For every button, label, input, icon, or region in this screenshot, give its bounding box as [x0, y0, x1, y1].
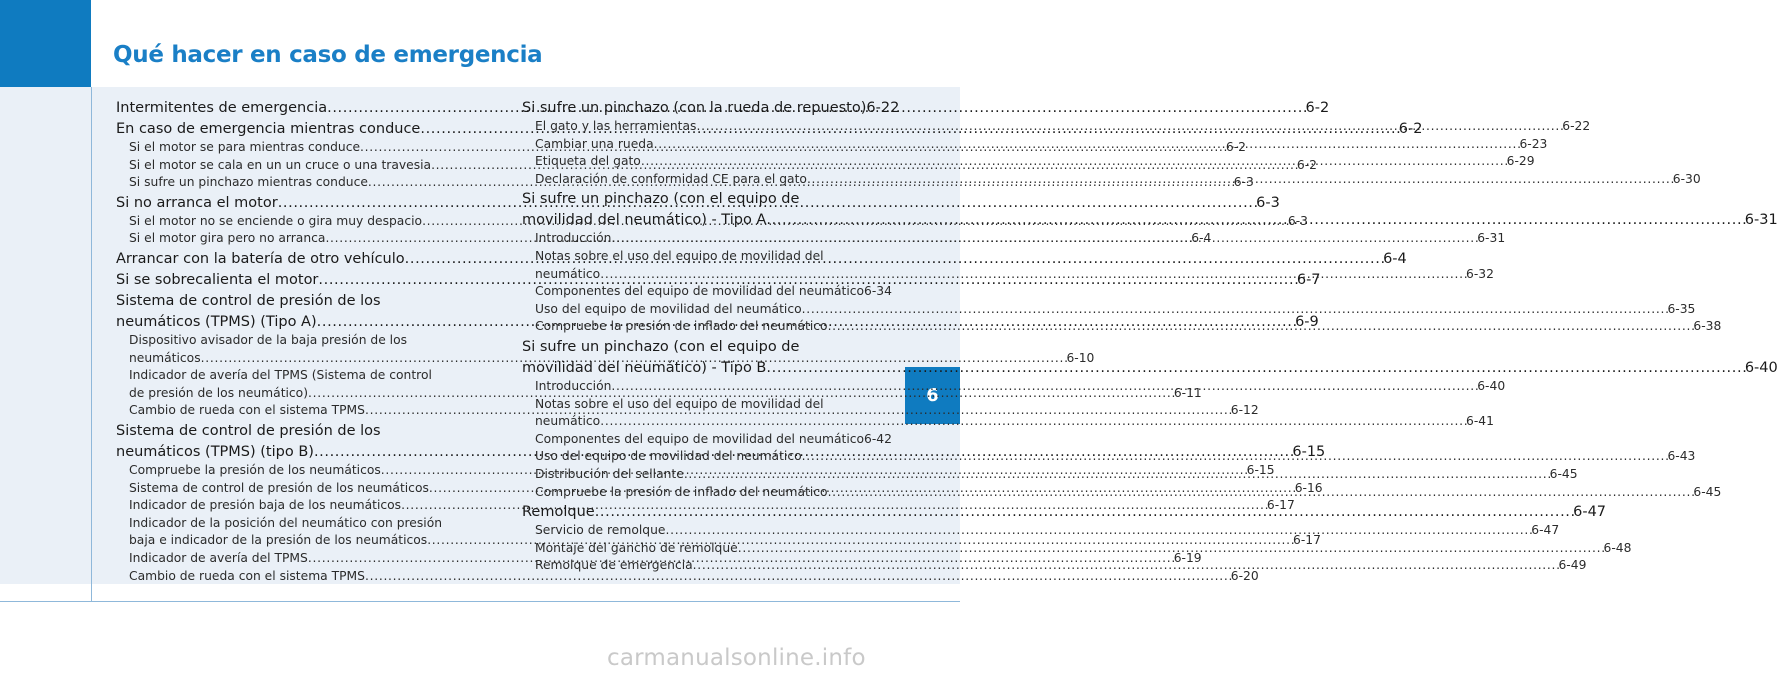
toc-page-number: 6-49: [1558, 558, 1587, 573]
toc-page-number: 6-9: [1295, 313, 1319, 330]
toc-entry-title: neumáticos: [129, 350, 201, 365]
toc-subentry[interactable]: [522, 301, 1696, 319]
toc-page-number: 6-31: [1477, 231, 1506, 246]
toc-page-number: 6-7: [1296, 271, 1321, 288]
toc-page-number: 6-19: [1173, 550, 1202, 565]
toc-entry-title: baja e indicador de la presión de los neumáticos: [129, 533, 428, 548]
toc-entry-title: Arrancar con la batería de otro vehículo: [116, 250, 405, 267]
toc-entry-title: Componentes del equipo de movilidad del neumático: [535, 431, 865, 446]
toc-entry-title: Si no arranca el motor: [116, 194, 278, 211]
toc-page-number: 6-40: [1477, 378, 1506, 393]
toc-subentry[interactable]: [522, 283, 892, 301]
toc-entry-title: Declaración de conformidad CE para el gato: [535, 171, 807, 186]
toc-entry-line: Si sufre un pinchazo (con el equipo de: [522, 191, 800, 208]
toc-page-number: 6-2: [1296, 157, 1317, 172]
toc-page-number: 6-10: [1066, 350, 1095, 365]
toc-page-number: 6-38: [1693, 319, 1722, 334]
toc-entry-title: Intermitentes de emergencia: [116, 100, 328, 116]
dot-leader: [611, 230, 1477, 248]
toc-entry-line: Dispositivo avisador de la baja presión de los: [129, 332, 408, 347]
toc-page-number: 6-16: [1294, 480, 1323, 495]
toc-entry-line: Notas sobre el uso del equipo de movilidad del: [535, 248, 824, 263]
left-margin-rule: [91, 87, 92, 602]
toc-entry-title: Uso del equipo de movilidad del neumático: [535, 301, 802, 316]
toc-entry-title: movilidad del neumático) - Tipo A: [522, 212, 767, 229]
dot-leader: [828, 484, 1694, 502]
toc-page-number: 6-11: [1173, 385, 1202, 400]
toc-page-number: 6-35: [1667, 301, 1696, 316]
toc-entry-line: Sistema de control de presión de los: [116, 292, 381, 309]
toc-subentry[interactable]: [522, 153, 1535, 171]
toc-page-number: 6-22: [866, 100, 900, 116]
page-title: Qué hacer en caso de emergencia: [113, 42, 543, 68]
toc-page-number: 6-4: [1383, 250, 1407, 267]
toc-entry-title: Componentes del equipo de movilidad del neumático: [535, 284, 865, 299]
toc-page-number: 6-45: [1549, 466, 1578, 481]
toc-page-number: 6-32: [1466, 266, 1494, 281]
dot-leader: [665, 522, 1531, 540]
toc-entry[interactable]: [522, 98, 900, 118]
toc-entry-title: Compruebe la presión de inflado del neumático: [535, 319, 828, 334]
toc-entry-line: Notas sobre el uso del equipo de movilidad del: [535, 396, 824, 411]
toc-entry-title: Montaje del gancho de remolque: [535, 540, 738, 555]
toc-page-number: 6-42: [864, 431, 892, 446]
left-accent-bar: [0, 0, 91, 87]
toc-entry-title: neumático: [535, 266, 601, 281]
dot-leader: [600, 413, 1466, 431]
toc-entry-title: Si sufre un pinchazo (con la rueda de repuesto): [522, 100, 867, 116]
toc-subentry[interactable]: [522, 171, 1701, 189]
dot-leader: [766, 210, 1744, 230]
bottom-rule: [0, 601, 960, 602]
toc-page-number: 6-47: [1531, 523, 1560, 538]
dot-leader: [693, 557, 1559, 575]
toc-entry-title: neumáticos (TPMS) (tipo B): [116, 443, 314, 460]
toc-page-number: 6-3: [1233, 175, 1254, 190]
toc-page-number: 6-2: [1305, 100, 1330, 116]
toc-page-number: 6-2: [1225, 140, 1246, 154]
toc-entry-title: Introducción: [535, 231, 612, 246]
toc-entry-title: Distribución del sellante: [535, 466, 684, 481]
toc-page-number: 6-34: [864, 284, 892, 299]
toc-subentry[interactable]: [522, 522, 1560, 540]
toc-entry-title: Introducción: [535, 378, 612, 393]
toc-subentry[interactable]: [522, 118, 1591, 136]
toc-entry-line: Si sufre un pinchazo (con el equipo de: [522, 338, 800, 355]
toc-entry-title: neumáticos (TPMS) (Tipo A): [116, 313, 317, 330]
toc-entry-title: Si el motor se cala en un un cruce o una travesia: [129, 157, 432, 172]
toc-entry-title: Sistema de control de presión de los neumáticos: [129, 480, 429, 495]
toc-entry-title: Uso del equipo de movilidad del neumático: [535, 449, 802, 464]
toc-entry-title: Indicador de presión baja de los neumáticos: [129, 498, 402, 513]
toc-entry-title: movilidad del neumático) - Tipo B: [522, 359, 767, 376]
dot-leader: [802, 301, 1668, 319]
dot-leader: [611, 378, 1477, 396]
toc-entry-title: En caso de emergencia mientras conduce: [116, 121, 421, 137]
dot-leader: [600, 266, 1466, 284]
toc-page-number: 6-31: [1744, 212, 1778, 229]
toc-page-number: 6-29: [1506, 154, 1535, 169]
toc-entry-title: Si el motor se para mientras conduce: [129, 140, 361, 154]
dot-leader: [738, 540, 1604, 558]
toc-entry-title: Indicador de avería del TPMS: [129, 550, 308, 565]
dot-leader: [654, 136, 1520, 154]
dot-leader: [595, 502, 1573, 522]
toc-page-number: 6-48: [1603, 540, 1632, 555]
toc-page-number: 6-30: [1672, 171, 1701, 186]
toc-entry-title: neumático: [535, 414, 601, 429]
toc-page-number: 6-43: [1667, 449, 1696, 464]
toc-subentry[interactable]: [522, 136, 1548, 154]
dot-leader: [641, 153, 1507, 171]
toc-entry-title: de presión de los neumático): [129, 385, 309, 400]
toc-page-number: 6-41: [1466, 414, 1494, 429]
dot-leader: [696, 118, 1562, 136]
toc-page-number: 6-15: [1246, 462, 1275, 477]
toc-entry-line: Sistema de control de presión de los: [116, 422, 381, 439]
toc-page-number: 6-3: [1287, 213, 1308, 228]
toc-subentry[interactable]: [522, 431, 892, 449]
chapter-number: 6: [926, 385, 939, 406]
toc-page-number: 6-20: [1230, 568, 1259, 583]
toc-page-number: 6-12: [1230, 403, 1259, 418]
toc-page-number: 6-22: [1562, 119, 1591, 133]
watermark: carmanualsonline.info: [607, 645, 866, 671]
dot-leader: [684, 466, 1550, 484]
toc-page-number: 6-23: [1519, 136, 1548, 151]
toc-page-number: 6-47: [1573, 504, 1607, 521]
toc-entry-title: Si sufre un pinchazo mientras conduce: [129, 175, 368, 190]
toc-entry-line: Indicador de la posición del neumático con presión: [129, 515, 443, 530]
toc-entry-title: Remolque de emergencia: [535, 558, 693, 573]
dot-leader: [802, 448, 1668, 466]
toc-entry-title: Compruebe la presión de inflado del neumático: [535, 484, 828, 499]
toc-entry-title: Etiqueta del gato: [535, 154, 641, 169]
toc-page-number: 6-40: [1744, 359, 1778, 376]
toc-page-number: 6-3: [1256, 194, 1280, 211]
toc-entry-title: Cambio de rueda con el sistema TPMS: [129, 403, 365, 418]
toc-subentry[interactable]: [522, 413, 1494, 431]
toc-entry-title: Servicio de remolque: [535, 523, 666, 538]
toc-entry-title: Si se sobrecalienta el motor: [116, 271, 319, 288]
toc-page-number: 6-15: [1292, 443, 1326, 460]
toc-subentry[interactable]: [116, 568, 1259, 586]
toc-entry-title: Cambio de rueda con el sistema TPMS: [129, 568, 365, 583]
toc-entry[interactable]: [522, 210, 1778, 230]
toc-entry-title: Si el motor gira pero no arranca: [129, 231, 326, 246]
dot-leader: [807, 171, 1673, 189]
toc-entry-title: Cambiar una rueda: [535, 136, 654, 151]
toc-entry-line: Indicador de avería del TPMS (Sistema de control: [129, 368, 432, 383]
toc-page-number: 6-45: [1693, 484, 1722, 499]
dot-leader: [828, 318, 1694, 336]
dot-leader: [766, 358, 1744, 378]
toc-entry-title: Remolque: [522, 504, 595, 521]
toc-page-number: 6-2: [1398, 121, 1423, 137]
toc-page-number: 6-17: [1293, 533, 1321, 548]
toc-entry-title: Compruebe la presión de los neumáticos: [129, 462, 381, 477]
toc-entry-title: El gato y las herramientas: [535, 119, 697, 133]
toc-entry-title: Si el motor no se enciende o gira muy despacio: [129, 213, 423, 228]
toc-page-number: 6-17: [1266, 498, 1295, 513]
toc-entry[interactable]: [522, 358, 1778, 378]
toc-page-number: 6-4: [1191, 231, 1212, 246]
